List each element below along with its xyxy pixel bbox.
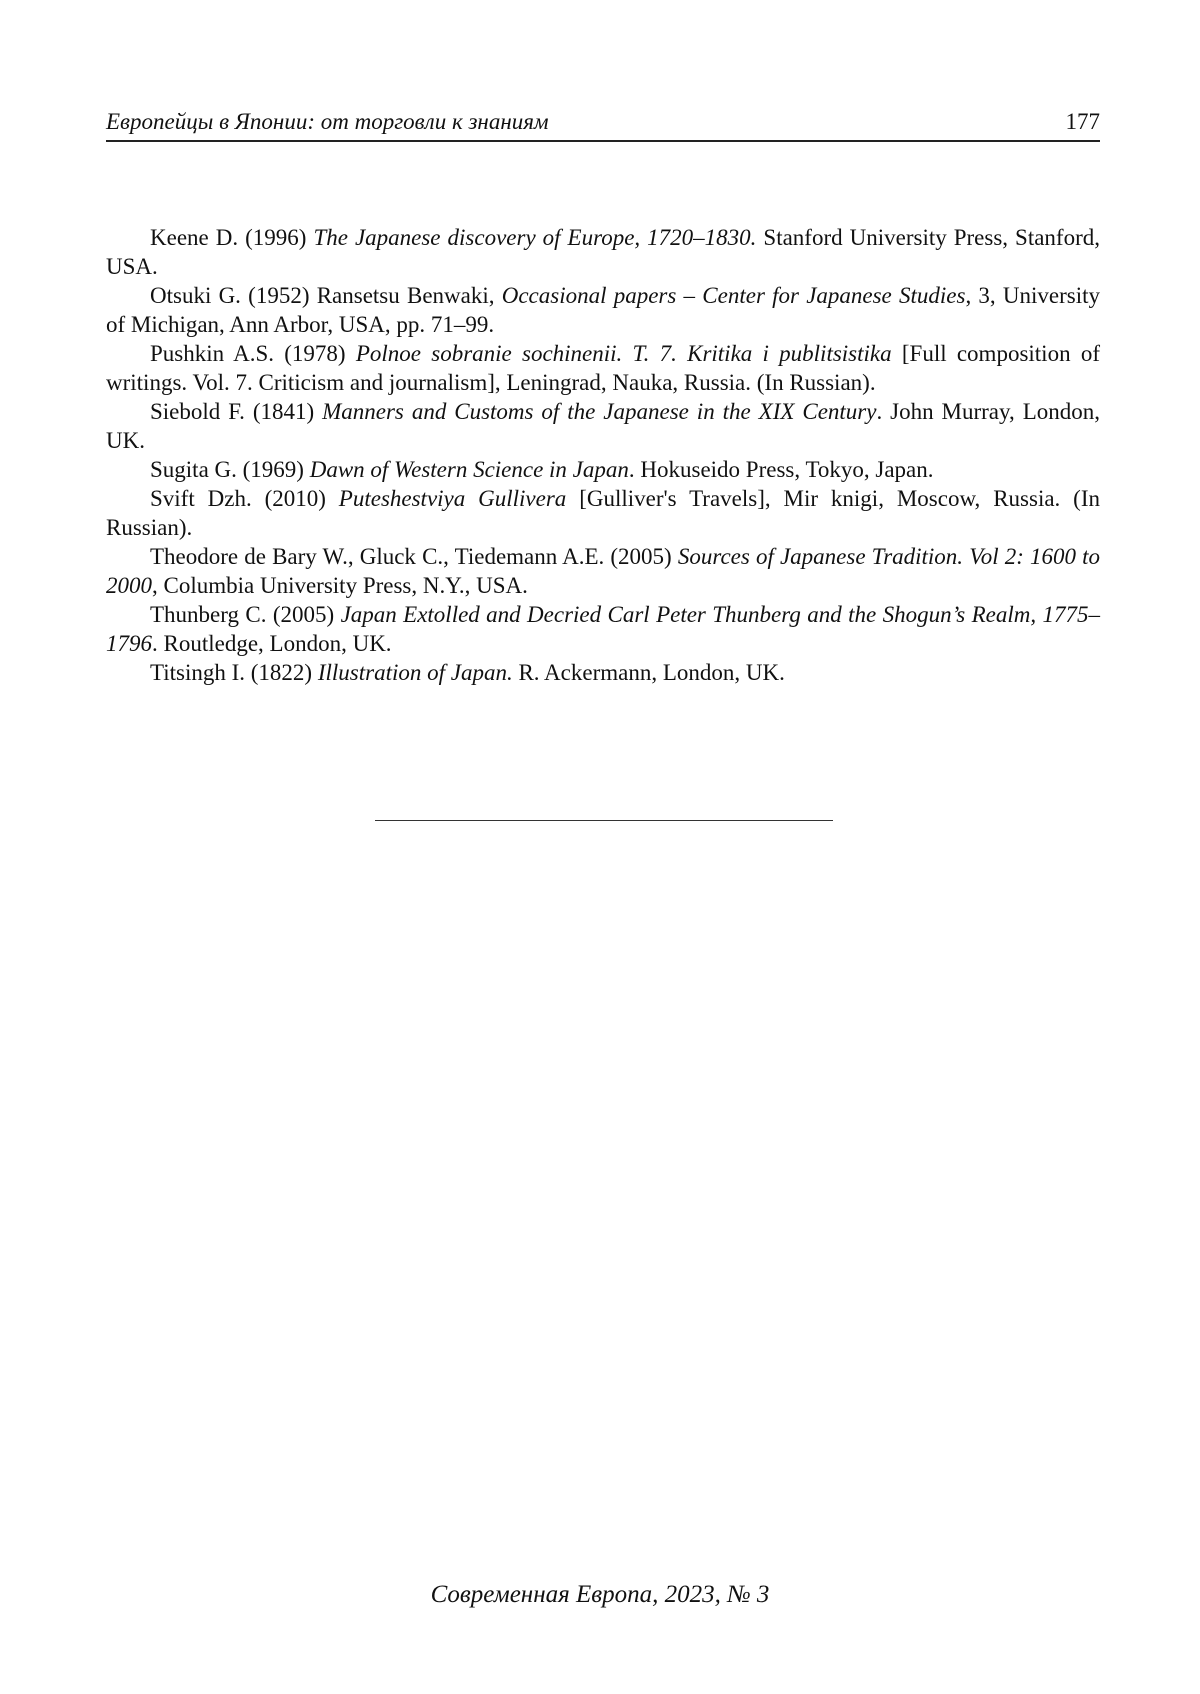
reference-title: Sources of Japanese Tradition. Vol 2: 1600 to 2000 — [106, 544, 1101, 598]
reference-title: Polnoe sobranie sochinenii. T. 7. Kritika i publitsistika — [355, 341, 892, 366]
reference-authors: Svift Dzh. (2010) — [150, 486, 339, 511]
reference-item — [106, 397, 1100, 455]
page-number: 177 — [1065, 109, 1100, 134]
reference-publisher: . Routledge, London, UK. — [152, 631, 392, 656]
section-separator-line — [375, 820, 833, 821]
reference-authors: Pushkin A.S. (1978) — [150, 341, 356, 366]
reference-item — [106, 339, 1100, 397]
reference-authors: Thunberg C. (2005) — [150, 602, 341, 627]
reference-title: Manners and Customs of the Japanese in the XIX Century — [322, 399, 877, 424]
reference-item — [106, 223, 1100, 281]
reference-title: Illustration of Japan. — [317, 660, 513, 685]
reference-authors: Keene D. (1996) — [150, 225, 314, 250]
reference-authors: Siebold F. (1841) — [150, 399, 323, 424]
reference-authors: Sugita G. (1969) — [150, 457, 310, 482]
running-header — [106, 104, 1100, 142]
reference-publisher: [Full composition of writings. Vol. 7. Criticism and journalism], Leningrad, Nauka, Russia. (In Russian). — [106, 341, 1100, 395]
journal-footer: Современная Европа, 2023, № 3 — [430, 1581, 770, 1608]
reference-item — [106, 455, 1100, 484]
reference-title: The Japanese discovery of Europe, 1720–1830. — [313, 225, 757, 250]
reference-title: Japan Extolled and Decried Carl Peter Thunberg and the Shogun’s Realm, 1775–1796 — [106, 602, 1100, 656]
reference-item — [106, 484, 1100, 542]
reference-list — [106, 223, 1100, 687]
reference-item — [106, 600, 1100, 658]
reference-publisher: . Hokuseido Press, Tokyo, Japan. — [628, 457, 934, 482]
reference-item — [106, 281, 1100, 339]
reference-title: Dawn of Western Science in Japan — [309, 457, 629, 482]
reference-title: Occasional papers – Center for Japanese Studies — [501, 283, 966, 308]
reference-authors: Otsuki G. (1952) Ransetsu Benwaki, — [150, 283, 502, 308]
running-header-title: Европейцы в Японии: от торговли к знаниям — [106, 109, 549, 134]
reference-authors: Titsingh I. (1822) — [150, 660, 318, 685]
reference-publisher: , 3, University of Michigan, Ann Arbor, USA, pp. 71–99. — [106, 283, 1100, 337]
reference-publisher: Stanford University Press, Stanford, USA. — [106, 225, 1100, 279]
reference-publisher: [Gulliver's Travels], Mir knigi, Moscow, Russia. (In Russian). — [106, 486, 1100, 540]
reference-title: Puteshestviya Gullivera — [338, 486, 567, 511]
reference-authors: Theodore de Bary W., Gluck C., Tiedemann A.E. (2005) — [150, 544, 678, 569]
reference-item — [106, 542, 1100, 600]
reference-publisher: , Columbia University Press, N.Y., USA. — [152, 573, 528, 598]
reference-item — [106, 658, 1100, 687]
reference-publisher: . John Murray, London, UK. — [106, 399, 1100, 453]
reference-publisher: R. Ackermann, London, UK. — [512, 660, 785, 685]
